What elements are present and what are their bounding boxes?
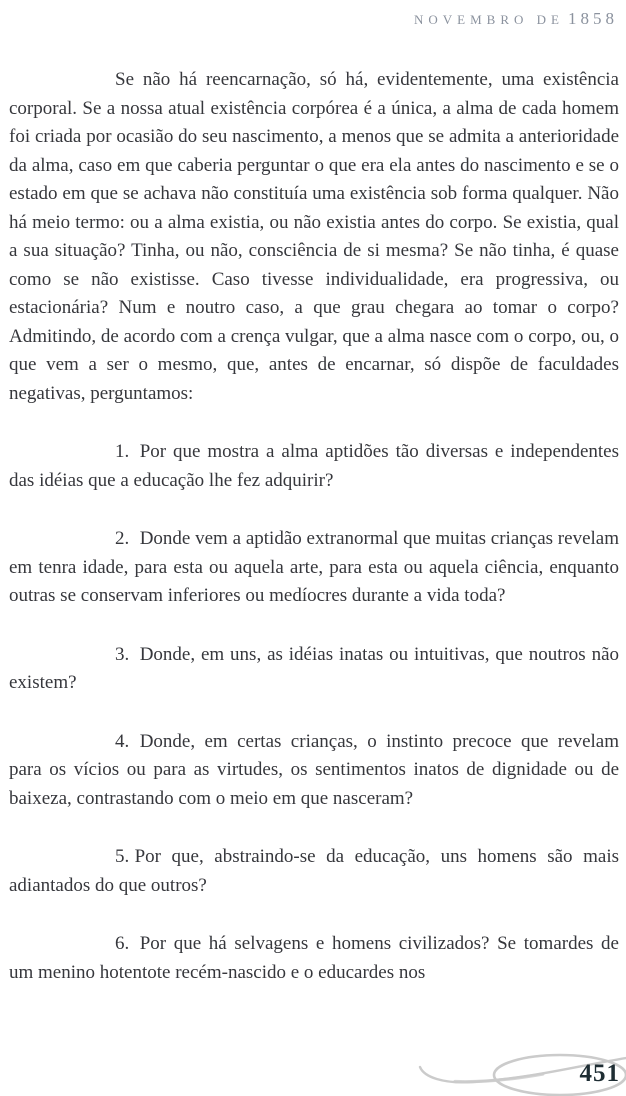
question-text: Por que mostra a alma aptidões tão diversas e independentes das idéias que a educação lhe fez adquirir? — [9, 441, 619, 491]
question-text: Donde vem a aptidão extranormal que muitas crianças revelam em tenra idade, para esta ou aquela arte, para esta ou aquela ciência, enquanto outras se conservam inferiores ou medíocres durante a vida toda? — [9, 528, 619, 606]
question-number: 2. — [115, 528, 130, 549]
question-item-1 — [9, 438, 619, 495]
question-number: 6. — [115, 933, 130, 954]
question-number: 5. — [115, 846, 130, 867]
running-head-year: 1858 — [568, 9, 618, 28]
question-text: Por que, abstraindo-se da educação, uns homens são mais adiantados do que outros? — [9, 846, 619, 896]
question-number: 1. — [115, 441, 130, 462]
question-text: Donde, em certas crianças, o instinto precoce que revelam para os vícios ou para as virtudes, os sentimentos inatos de dignidade ou de baixeza, contrastando com o meio em que nasceram? — [9, 730, 619, 809]
question-text: Por que há selvagens e homens civilizados? Se tomardes de um menino hotentote recém-nascido e o educardes nos — [9, 933, 619, 983]
running-head — [0, 0, 626, 29]
intro-paragraph: Se não há reencarnação, só há, evidentemente, uma existência corporal. Se a nossa atual existência corpórea é a única, a alma de cada homem foi criada por ocasião do seu nascimento, a menos que se admita a anterioridade da alma, caso em que caberia perguntar o que era ela antes do nascimento e se o estado em que se achava não constituía uma existência sob forma qualquer. Não há meio termo: ou a alma existia, ou não existia antes do corpo. Se existia, qual a sua situação? Tinha, ou não, consciência de si mesma? Se não tinha, é quase como se não existisse. Caso tivesse individualidade, era progressiva, ou estacionária? Num e noutro caso, a que grau chegara ao tomar o corpo? Admitindo, de acordo com a crença vulgar, que a alma nasce com o corpo, ou, o que vem a ser o mesmo, que, antes de encarnar, só dispõe de faculdades negativas, perguntamos: — [9, 69, 619, 404]
page-footer — [0, 1046, 626, 1096]
question-item-2 — [9, 525, 619, 611]
page-number: 451 — [579, 1060, 620, 1087]
question-item-5 — [9, 843, 619, 900]
text-column — [9, 66, 619, 987]
question-number: 4. — [115, 730, 130, 752]
question-item-6 — [9, 930, 619, 987]
question-text: Donde, em uns, as idéias inatas ou intuitivas, que noutros não existem? — [9, 643, 619, 693]
running-head-month: NOVEMBRO DE — [414, 12, 564, 27]
question-item-4 — [9, 728, 619, 814]
question-number: 3. — [115, 643, 130, 665]
question-item-3 — [9, 641, 619, 698]
